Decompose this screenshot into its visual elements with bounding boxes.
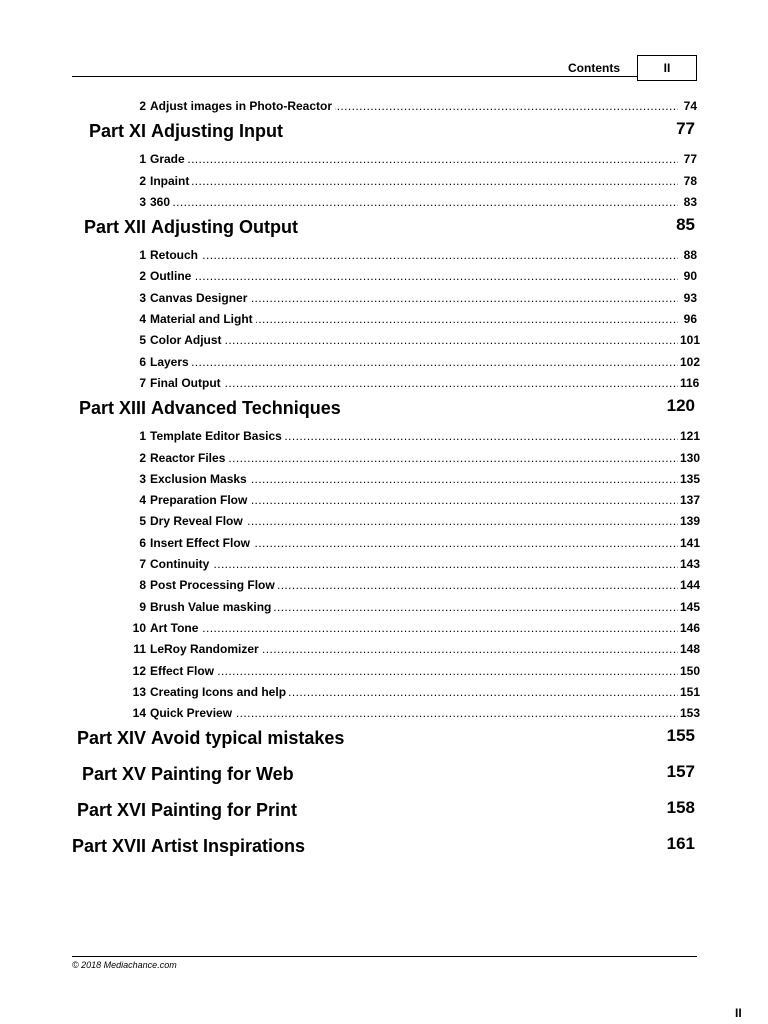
- entry-title: Template Editor Basics: [150, 429, 285, 443]
- entry-page-number: 78: [683, 173, 697, 188]
- entry-number: 10: [132, 620, 146, 635]
- table-of-contents: [0, 96, 768, 868]
- entry-number: 3: [139, 194, 146, 209]
- entry-title: Insert Effect Flow: [150, 536, 253, 550]
- entry-leader: [150, 291, 678, 307]
- entry-number: 2: [139, 269, 146, 284]
- part-title: Avoid typical mistakes: [151, 728, 345, 749]
- toc-entry[interactable]: [0, 426, 768, 447]
- entry-title: Final Output: [150, 376, 224, 390]
- part-page-number: 158: [666, 798, 695, 818]
- entry-number: 13: [132, 684, 146, 699]
- part-page-number: 161: [666, 834, 695, 854]
- toc-part-heading[interactable]: [0, 724, 768, 760]
- entry-leader: [150, 706, 678, 722]
- entry-page-number: 83: [683, 194, 697, 209]
- part-title: Artist Inspirations: [151, 836, 306, 857]
- entry-title: Exclusion Masks: [150, 472, 250, 486]
- toc-part-heading[interactable]: [0, 760, 768, 796]
- entry-title: Retouch: [150, 248, 201, 262]
- entry-number: 8: [139, 578, 146, 593]
- entry-number: 2: [139, 450, 146, 465]
- entry-number: 5: [139, 514, 146, 529]
- entry-number: 3: [139, 290, 146, 305]
- entry-leader: [150, 664, 678, 680]
- toc-entry[interactable]: [0, 597, 768, 618]
- entry-page-number: 141: [680, 535, 701, 550]
- entry-title: Post Processing Flow: [150, 578, 278, 592]
- toc-part-heading[interactable]: [0, 213, 768, 245]
- entry-title: Quick Preview: [150, 706, 235, 720]
- entry-leader: [150, 621, 678, 637]
- entry-title: Reactor Files: [150, 451, 228, 465]
- entry-page-number: 93: [683, 290, 697, 305]
- entry-number: 4: [139, 493, 146, 508]
- entry-leader: [150, 152, 678, 168]
- part-label: Part XIV: [76, 728, 146, 749]
- entry-page-number: 150: [680, 663, 701, 678]
- entry-number: 1: [139, 152, 146, 167]
- entry-title: Creating Icons and help: [150, 685, 289, 699]
- toc-entry[interactable]: [0, 618, 768, 639]
- entry-leader: [150, 557, 678, 573]
- entry-title: Inpaint: [150, 174, 192, 188]
- entry-leader: [150, 600, 678, 616]
- toc-entry[interactable]: [0, 554, 768, 575]
- entry-leader: [150, 99, 678, 115]
- toc-entry[interactable]: [0, 330, 768, 351]
- entry-title: Canvas Designer: [150, 291, 250, 305]
- entry-leader: [150, 174, 678, 190]
- entry-number: 1: [139, 429, 146, 444]
- entry-page-number: 153: [680, 706, 701, 721]
- entry-title: Effect Flow: [150, 664, 217, 678]
- toc-entry[interactable]: [0, 533, 768, 554]
- entry-number: 14: [132, 706, 146, 721]
- entry-page-number: 96: [683, 312, 697, 327]
- toc-part-heading[interactable]: [0, 117, 768, 149]
- entry-page-number: 77: [683, 152, 697, 167]
- entry-number: 6: [139, 354, 146, 369]
- toc-entry[interactable]: [0, 149, 768, 170]
- entry-page-number: 145: [680, 599, 701, 614]
- entry-leader: [150, 355, 678, 371]
- entry-title: Adjust images in Photo-Reactor: [150, 99, 335, 113]
- entry-page-number: 74: [683, 99, 697, 113]
- toc-entry[interactable]: [0, 575, 768, 596]
- entry-leader: [150, 195, 678, 211]
- entry-title: Color Adjust: [150, 333, 225, 347]
- header-rule: [72, 76, 697, 77]
- entry-page-number: 151: [680, 684, 701, 699]
- part-title: Adjusting Output: [151, 217, 298, 238]
- entry-leader: [150, 451, 678, 467]
- entry-number: 9: [139, 599, 146, 614]
- entry-leader: [150, 312, 678, 328]
- toc-entry[interactable]: [0, 703, 768, 724]
- toc-entry[interactable]: [0, 511, 768, 532]
- entry-title: Outline: [150, 269, 194, 283]
- entry-title: Dry Reveal Flow: [150, 514, 246, 528]
- header-section-label: Contents: [568, 61, 620, 75]
- entry-leader: [150, 685, 678, 701]
- entry-leader: [150, 376, 678, 392]
- entry-number: 4: [139, 312, 146, 327]
- footer-rule: [72, 956, 697, 957]
- entry-leader: [150, 493, 678, 509]
- toc-entry[interactable]: [0, 661, 768, 682]
- entry-number: 2: [139, 173, 146, 188]
- entry-title: Preparation Flow: [150, 493, 250, 507]
- entry-page-number: 137: [680, 493, 701, 508]
- entry-number: 3: [139, 471, 146, 486]
- entry-leader: [150, 642, 678, 658]
- entry-page-number: 90: [683, 269, 697, 284]
- header-page-box: II: [637, 55, 697, 81]
- copyright-notice: © 2018 Mediachance.com: [72, 960, 177, 970]
- toc-entry[interactable]: [0, 352, 768, 373]
- entry-leader: [150, 429, 678, 445]
- page-footer: [72, 956, 697, 970]
- entry-title: LeRoy Randomizer: [150, 642, 262, 656]
- part-page-number: 120: [666, 396, 695, 416]
- entry-number: 1: [139, 248, 146, 263]
- toc-entry[interactable]: [0, 639, 768, 660]
- toc-entry[interactable]: [0, 373, 768, 394]
- entry-leader: [150, 536, 678, 552]
- part-page-number: 85: [676, 215, 695, 235]
- entry-page-number: 144: [680, 578, 701, 593]
- entry-leader: [150, 333, 678, 349]
- entry-title: Grade: [150, 152, 188, 166]
- toc-part-heading[interactable]: [0, 832, 768, 868]
- entry-page-number: 116: [680, 375, 700, 390]
- entry-page-number: 102: [680, 354, 701, 369]
- toc-entry[interactable]: [0, 171, 768, 192]
- entry-page-number: 146: [680, 620, 701, 635]
- toc-entry[interactable]: [0, 448, 768, 469]
- entry-page-number: 101: [680, 333, 701, 348]
- toc-entry[interactable]: [0, 192, 768, 213]
- entry-number: 7: [139, 375, 146, 390]
- toc-entry[interactable]: [0, 96, 768, 117]
- entry-number: 5: [139, 333, 146, 348]
- entry-title: 360: [150, 195, 173, 209]
- entry-page-number: 135: [680, 471, 701, 486]
- part-page-number: 155: [666, 726, 695, 746]
- entry-title: Continuity: [150, 557, 212, 571]
- part-title: Painting for Print: [151, 800, 297, 821]
- entry-page-number: 148: [680, 642, 701, 657]
- part-page-number: 77: [676, 119, 695, 139]
- entry-leader: [150, 578, 678, 594]
- entry-number: 2: [139, 99, 146, 113]
- part-label: Part XVI: [76, 800, 146, 821]
- toc-part-heading[interactable]: [0, 796, 768, 832]
- part-title: Painting for Web: [151, 764, 294, 785]
- entry-page-number: 143: [680, 557, 701, 572]
- part-label: Part XI: [88, 121, 146, 142]
- entry-leader: [150, 472, 678, 488]
- entry-number: 7: [139, 557, 146, 572]
- toc-entry[interactable]: [0, 266, 768, 287]
- entry-title: Layers: [150, 355, 192, 369]
- entry-title: Material and Light: [150, 312, 256, 326]
- part-label: Part XII: [83, 217, 146, 238]
- part-label: Part XIII: [78, 398, 146, 419]
- page-number: II: [735, 1006, 742, 1020]
- entry-number: 12: [132, 663, 146, 678]
- page-header: [72, 55, 697, 83]
- entry-number: 11: [133, 642, 146, 657]
- entry-leader: [150, 269, 678, 285]
- entry-leader: [150, 248, 678, 264]
- toc-entry[interactable]: [0, 469, 768, 490]
- entry-title: Brush Value masking: [150, 600, 274, 614]
- part-label: Part XVII: [71, 836, 146, 857]
- entry-page-number: 88: [683, 248, 697, 263]
- toc-entry[interactable]: [0, 245, 768, 266]
- toc-entry[interactable]: [0, 682, 768, 703]
- entry-page-number: 121: [680, 429, 701, 444]
- part-label: Part XV: [81, 764, 146, 785]
- part-title: Advanced Techniques: [151, 398, 341, 419]
- toc-part-heading[interactable]: [0, 394, 768, 426]
- toc-entry[interactable]: [0, 288, 768, 309]
- part-page-number: 157: [666, 762, 695, 782]
- entry-leader: [150, 514, 678, 530]
- entry-page-number: 130: [680, 450, 701, 465]
- part-title: Adjusting Input: [151, 121, 283, 142]
- toc-entry[interactable]: [0, 309, 768, 330]
- toc-entry[interactable]: [0, 490, 768, 511]
- entry-page-number: 139: [680, 514, 701, 529]
- entry-number: 6: [139, 535, 146, 550]
- entry-title: Art Tone: [150, 621, 201, 635]
